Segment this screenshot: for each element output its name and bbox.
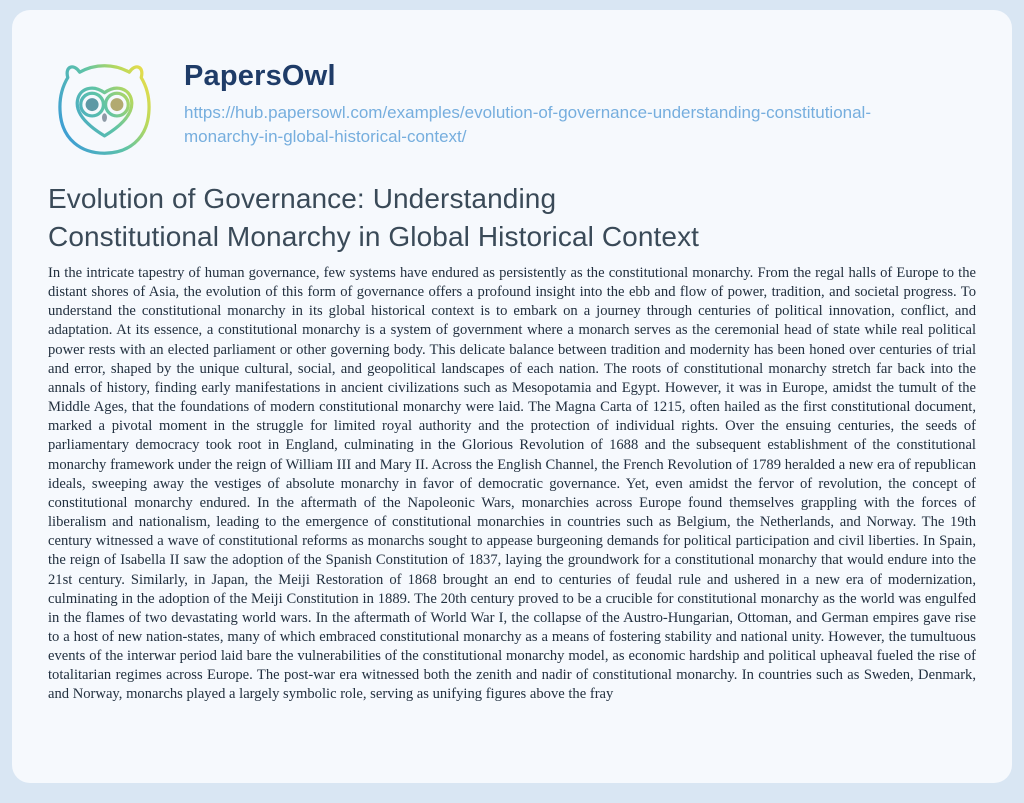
source-url-link[interactable]: https://hub.papersowl.com/examples/evolution-of-governance-understanding-constitutional-monarchy-in-global-historical-context/ [184,103,871,146]
site-header [48,56,976,164]
owl-body-outline [60,66,149,153]
article-title-line-2: Constitutional Monarchy in Global Historical Context [48,221,700,252]
owl-icon [48,56,161,164]
article-body: In the intricate tapestry of human governance, few systems have endured as persistently as the constitutional monarchy. From the regal halls of Europe to the distant shores of Asia, the evolution of this form of governance offers a profound insight into the ebb and flow of power, tradition, and societal progress. To understand the constitutional monarchy in its global historical context is to embark on a journey through centuries of political innovation, conflict, and adaptation. At its essence, a constitutional monarchy is a system of government where a monarch serves as the ceremonial head of state while real political power rests with an elected parliament or other governing body. This delicate balance between tradition and modernity has been honed over centuries of trial and error, shaped by the unique cultural, social, and geopolitical landscapes of each nation. The roots of constitutional monarchy stretch far back into the annals of history, finding early manifestations in ancient civilizations such as Mesopotamia and Egypt. However, it was in Europe, amidst the tumult of the Middle Ages, that the foundations of modern constitutional monarchy were laid. The Magna Carta of 1215, often hailed as the first constitutional document, marked a pivotal moment in the struggle for limited royal authority and the protection of individual rights. Over the ensuing centuries, the seeds of parliamentary democracy took root in England, culminating in the Glorious Revolution of 1688 and the subsequent establishment of the constitutional monarchy framework under the reign of William III and Mary II. Across the English Channel, the French Revolution of 1789 heralded a new era of republican ideals, sweeping away the vestiges of absolute monarchy in favor of democratic governance. Yet, even amidst the fervor of revolution, the concept of constitutional monarchy endured. In the aftermath of the Napoleonic Wars, monarchies across Europe found themselves grappling with the forces of liberalism and nationalism, leading to the emergence of constitutional monarchies in countries such as Belgium, the Netherlands, and Norway. The 19th century witnessed a wave of constitutional reforms as monarchs sought to appease burgeoning demands for political participation and civil liberties. In Spain, the reign of Isabella II saw the adoption of the Spanish Constitution of 1837, laying the groundwork for a constitutional monarchy that would endure into the 21st century. Similarly, in Japan, the Meiji Restoration of 1868 brought an end to centuries of feudal rule and ushered in a new era of modernization, culminating in the adoption of the Meiji Constitution in 1889. The 20th century proved to be a crucible for constitutional monarchy as the world was engulfed in the flames of two devastating world wars. In the aftermath of World War I, the collapse of the Austro-Hungarian, Ottoman, and German empires gave rise to a host of new nation-states, many of which embraced constitutional monarchy as a means of fostering stability and national unity. However, the tumultuous events of the interwar period laid bare the vulnerabilities of the constitutional monarchy model, as economic hardship and political upheaval fueled the rise of totalitarian regimes across Europe. The post-war era witnessed both the zenith and nadir of constitutional monarchy. In countries such as Sweden, Denmark, and Norway, monarchs played a largely symbolic role, serving as unifying figures above the fray [48,265,976,703]
article-title-line-1: Evolution of Governance: Understanding [48,183,557,214]
header-text [184,56,939,148]
owl-left-pupil [86,98,99,111]
owl-right-pupil [110,98,123,111]
brand-name: PapersOwl [184,60,336,92]
papersowl-logo [48,56,161,164]
owl-beak [102,113,107,122]
article-title [48,180,976,256]
document-card [12,10,1012,783]
